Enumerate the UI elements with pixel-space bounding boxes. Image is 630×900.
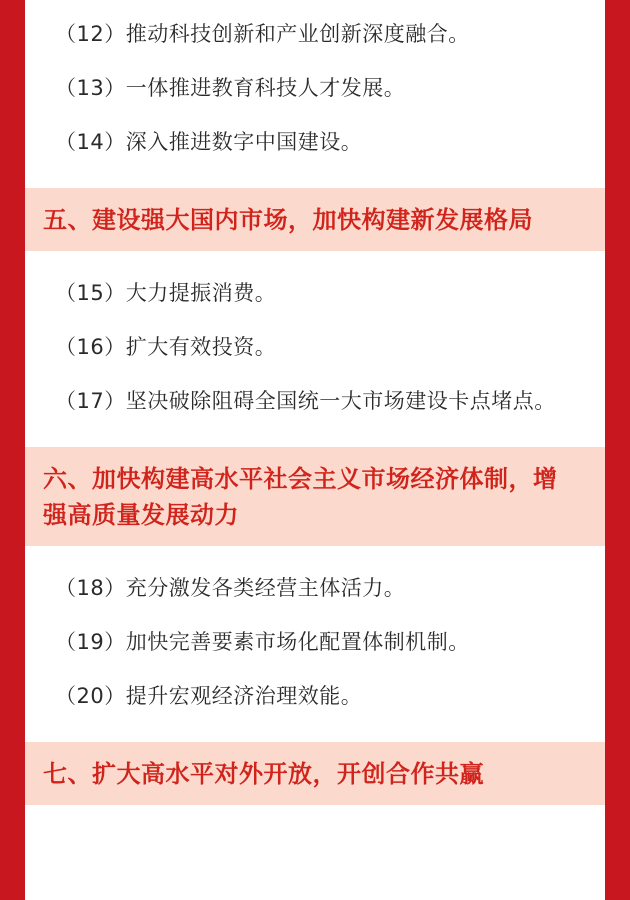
document-panel <box>25 0 605 900</box>
list-item: （16）扩大有效投资。 <box>55 335 277 359</box>
list-item: （13）一体推进教育科技人才发展。 <box>55 76 406 100</box>
section-heading-6: 六、加快构建高水平社会主义市场经济体制，增强高质量发展动力 <box>25 447 605 546</box>
item-list <box>25 251 605 447</box>
section-heading-5: 五、建设强大国内市场，加快构建新发展格局 <box>25 188 605 251</box>
item-list <box>25 546 605 742</box>
list-item: （14）深入推进数字中国建设。 <box>55 130 363 154</box>
section-heading-7: 七、扩大高水平对外开放，开创合作共赢 <box>25 742 605 805</box>
list-item: （20）提升宏观经济治理效能。 <box>55 684 363 708</box>
list-item: （17）坚决破除阻碍全国统一大市场建设卡点堵点。 <box>55 389 556 413</box>
list-item: （15）大力提振消费。 <box>55 281 277 305</box>
item-list <box>25 0 605 188</box>
list-item: （12）推动科技创新和产业创新深度融合。 <box>55 22 470 46</box>
list-item: （19）加快完善要素市场化配置体制机制。 <box>55 630 470 654</box>
list-item: （18）充分激发各类经营主体活力。 <box>55 576 406 600</box>
